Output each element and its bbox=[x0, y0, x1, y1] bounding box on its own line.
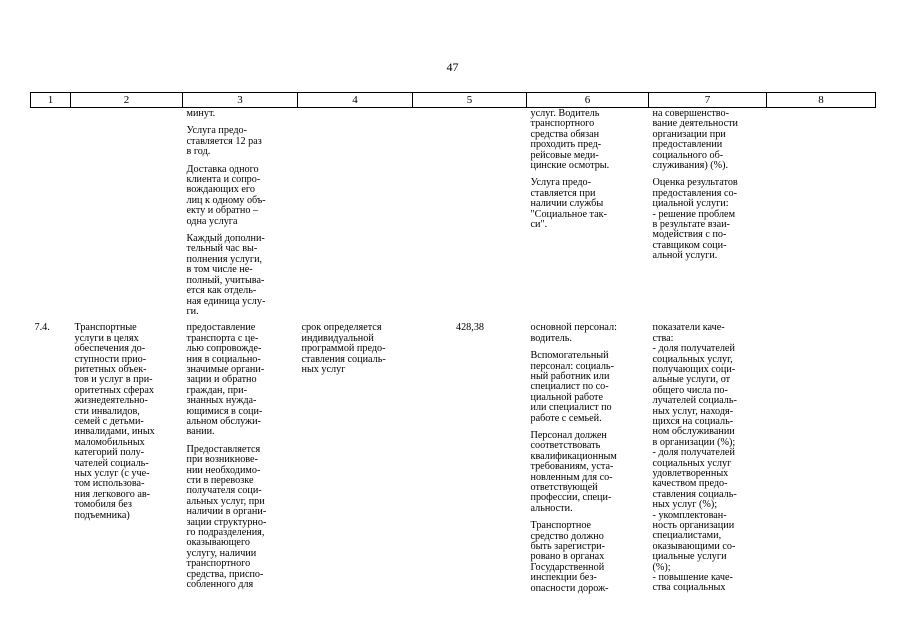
text-paragraph: на совершенство- вание деятельности организации при предоставлении социального об- служивания) (%). bbox=[652, 108, 738, 172]
column-header: 4 bbox=[298, 93, 413, 108]
column-header: 1 bbox=[31, 93, 71, 108]
cell-conditions bbox=[527, 108, 649, 318]
cell-description bbox=[183, 317, 298, 594]
table-row bbox=[31, 317, 876, 594]
text-paragraph: Оценка результатов предоставления со- циальной услуги: - решение проблем в результате взаи- модействия с по- ставщиком соци- альной услуги. bbox=[652, 177, 738, 262]
column-header: 2 bbox=[71, 93, 183, 108]
table-row bbox=[31, 108, 876, 318]
cell-term bbox=[298, 108, 413, 318]
text-paragraph: услуг. Водитель транспортного средства обязан проходить пред- рейсовые меди- цинские осмотры. bbox=[530, 108, 610, 172]
cell-description bbox=[183, 108, 298, 318]
text-paragraph: Персонал должен соответствовать квалификационным требованиям, уста- новленным для со- ответствующей профессии, специ- альности. bbox=[530, 429, 617, 514]
text-paragraph: основной персонал: водитель. bbox=[530, 322, 617, 344]
text-paragraph: минут. bbox=[186, 108, 216, 119]
text-paragraph: Услуга предо- ставляется 12 раз в год. bbox=[186, 125, 262, 158]
column-header: 6 bbox=[527, 93, 649, 108]
cell-price bbox=[413, 108, 527, 318]
text-paragraph: Вспомогательный персонал: социаль- ный работник или специалист по со- циальной работе или специалист по работе с семьей. bbox=[530, 350, 614, 424]
text-paragraph: Услуга предо- ставляется при наличии службы "Социальное так- си". bbox=[530, 177, 607, 231]
cell-number bbox=[31, 108, 71, 318]
column-header: 7 bbox=[649, 93, 767, 108]
cell-notes bbox=[767, 108, 876, 318]
cell-price: 428,38 bbox=[455, 322, 484, 334]
cell-number: 7.4. bbox=[34, 322, 50, 334]
text-paragraph: Транспортное средство должно быть зарегистри- ровано в органах Государственной инспекции без- опасности дорож- bbox=[530, 520, 609, 594]
cell-service-name bbox=[71, 108, 183, 318]
text-paragraph: предоставление транспорта с це- лью сопровожде- ния в социально- значимые органи- зации и обратно граждан, при- знанных нужда- ющимися в соци- альном обслужи- вании. bbox=[186, 322, 265, 438]
cell-service-name: Транспортные услуги в целях обеспечения до- ступности прио- ритетных объек- тов и услуг в при- оритетных сферах жизнедеятельно- сти инвалидов, семей с детьми- инвалидами, иных маломобильных категорий полу- чателей социаль- ных услуг (с уче- том использова- ния легкового ав- томобиля без подъемника) bbox=[74, 322, 155, 521]
column-header: 8 bbox=[767, 93, 876, 108]
text-paragraph: Доставка одного клиента и сопро- вождающих его лиц к одному объ- екту и обратно – одна услуга bbox=[186, 163, 266, 227]
cell-notes bbox=[767, 317, 876, 594]
cell-quality-indicators bbox=[649, 317, 767, 594]
cell-term: срок определяется индивидуальной программой предо- ставления социаль- ных услуг bbox=[301, 322, 386, 375]
text-paragraph: показатели каче- ства: - доля получателей социальных услуг, получающих соци- альные услуги, от общего числа по- лучателей социаль- ных услуг, находя- щихся на социаль- ном обслуживании в организации (%); - доля получателей социальных услуг удовлетворенных качеством предо- ставления социаль- ных услуг (%); - укомплектован- ность организации специалистами, оказывающими со- циальные услуги (%); - повышение каче- ства социальных bbox=[652, 322, 737, 594]
cell-conditions bbox=[527, 317, 649, 594]
column-header: 3 bbox=[183, 93, 298, 108]
table-header-row bbox=[31, 93, 876, 108]
page-number: 47 bbox=[446, 60, 459, 74]
cell-quality-indicators bbox=[649, 108, 767, 318]
document-table bbox=[30, 92, 876, 594]
text-paragraph: Предоставляется при возникнове- нии необходимо- сти в перевозке получателя соци- альных услуг, при наличии в органи- зации структурно- го подразделения, оказывающего услугу, наличии транспортного средства, приспо- собленного для bbox=[186, 443, 267, 591]
text-paragraph: Каждый дополни- тельный час вы- полнения услуги, в том числе не- полный, учитыва- ется как отдель- ная единица услу- ги. bbox=[186, 233, 266, 317]
column-header: 5 bbox=[413, 93, 527, 108]
